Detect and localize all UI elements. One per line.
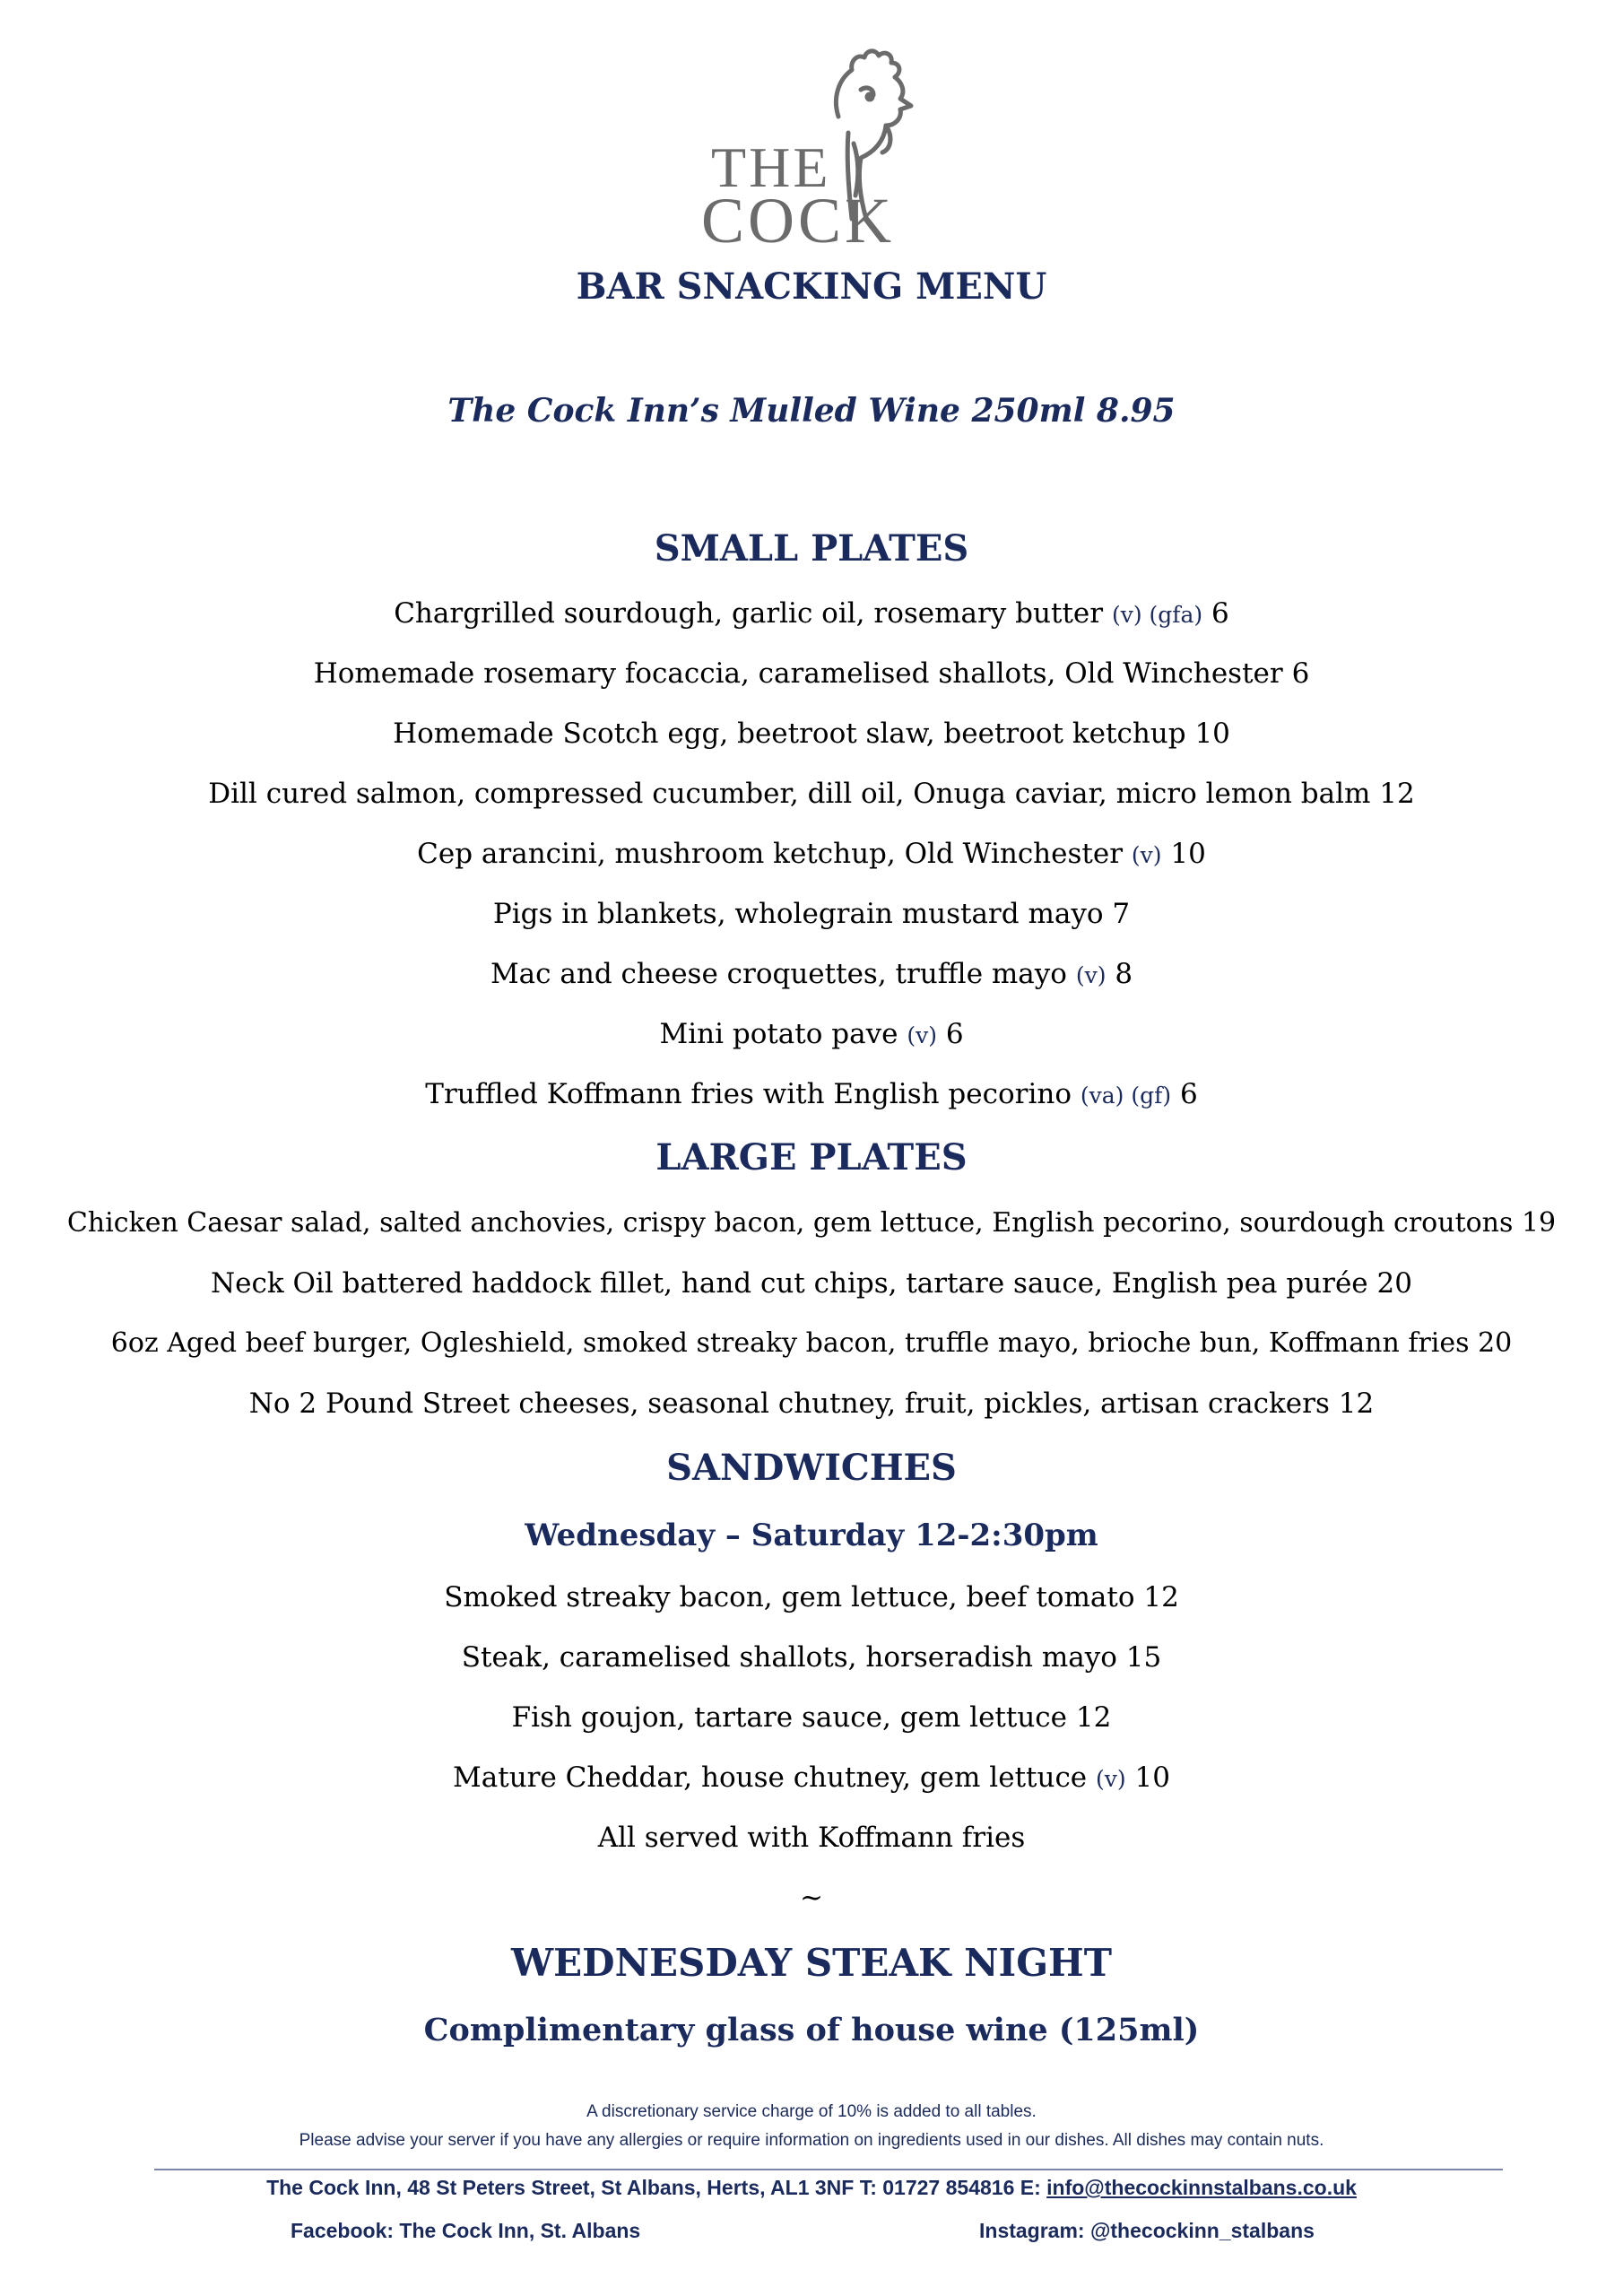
menu-item: 6oz Aged beef burger, Ogleshield, smoked streaky bacon, truffle mayo, brioche bun, Koffmann fries 20 bbox=[110, 1327, 1513, 1359]
menu-item: Cep arancini, mushroom ketchup, Old Winchester (v) 10 bbox=[417, 838, 1206, 870]
small-plates-heading: SMALL PLATES bbox=[654, 527, 969, 570]
price: 7 bbox=[1112, 898, 1131, 930]
dietary-tag: (v) bbox=[1096, 1766, 1126, 1792]
email-link[interactable]: info@thecockinnstalbans.co.uk bbox=[1046, 2176, 1357, 2199]
price: 15 bbox=[1125, 1641, 1162, 1674]
price: 12 bbox=[1338, 1387, 1375, 1420]
menu-item: Dill cured salmon, compressed cucumber, dill oil, Onuga caviar, micro lemon balm 12 bbox=[208, 778, 1415, 810]
contact-line bbox=[0, 2176, 1623, 2200]
price: 6 bbox=[1211, 597, 1229, 630]
footer-divider bbox=[154, 2169, 1503, 2170]
logo-text-cock: COCK bbox=[701, 185, 896, 255]
logo-text-the: THE bbox=[711, 135, 831, 199]
price: 12 bbox=[1379, 778, 1415, 810]
large-plates-heading: LARGE PLATES bbox=[655, 1136, 968, 1178]
menu-item: Mac and cheese croquettes, truffle mayo (v) 8 bbox=[490, 958, 1133, 990]
menu-item: Chicken Caesar salad, salted anchovies, crispy bacon, gem lettuce, English pecorino, sourdough croutons 19 bbox=[66, 1207, 1557, 1239]
menu-item: Mini potato pave (v) 6 bbox=[659, 1018, 964, 1050]
dietary-tag: (v) bbox=[907, 1022, 937, 1048]
address: The Cock Inn, 48 St Peters Street, St Albans, Herts, AL1 3NF T: 01727 854816 E: bbox=[266, 2176, 1041, 2199]
facebook-link[interactable]: Facebook: The Cock Inn, St. Albans bbox=[291, 2219, 641, 2242]
steak-night-offer: Complimentary glass of house wine (125ml) bbox=[423, 2012, 1200, 2048]
menu-item: Mature Cheddar, house chutney, gem lettuce (v) 10 bbox=[453, 1761, 1170, 1794]
price: 12 bbox=[1143, 1581, 1179, 1613]
menu-item: Chargrilled sourdough, garlic oil, rosemary butter (v) (gfa) 6 bbox=[394, 597, 1229, 630]
mulled-wine-feature: The Cock Inn’s Mulled Wine 250ml 8.95 bbox=[447, 392, 1176, 430]
price: 20 bbox=[1478, 1327, 1513, 1359]
price: 6 bbox=[945, 1018, 964, 1050]
price: 12 bbox=[1075, 1701, 1112, 1734]
dietary-tag: (va) (gf) bbox=[1080, 1083, 1172, 1109]
dietary-tag: (v) bbox=[1131, 842, 1162, 868]
price: 6 bbox=[1179, 1078, 1198, 1110]
menu-item: Neck Oil battered haddock fillet, hand cut chips, tartare sauce, English pea purée 20 bbox=[211, 1267, 1412, 1300]
page-title: BAR SNACKING MENU bbox=[576, 265, 1047, 308]
price: 19 bbox=[1521, 1207, 1557, 1239]
the-cock-logo bbox=[681, 43, 950, 255]
menu-item: Homemade Scotch egg, beetroot slaw, beetroot ketchup 10 bbox=[393, 718, 1230, 750]
service-charge-note: A discretionary service charge of 10% is added to all tables. bbox=[586, 2102, 1037, 2121]
steak-night-heading: WEDNESDAY STEAK NIGHT bbox=[510, 1941, 1112, 1985]
dietary-tag: (v) (gfa) bbox=[1111, 602, 1203, 628]
tilde-divider: ~ bbox=[800, 1882, 823, 1914]
menu-item: Homemade rosemary focaccia, caramelised shallots, Old Winchester 6 bbox=[313, 657, 1310, 690]
menu-item: No 2 Pound Street cheeses, seasonal chutney, fruit, pickles, artisan crackers 12 bbox=[248, 1387, 1375, 1420]
price: 6 bbox=[1291, 657, 1310, 690]
sandwiches-note: All served with Koffmann fries bbox=[597, 1822, 1026, 1854]
menu-item: Fish goujon, tartare sauce, gem lettuce 12 bbox=[511, 1701, 1112, 1734]
sandwiches-hours: Wednesday – Saturday 12-2:30pm bbox=[525, 1518, 1098, 1553]
menu-item: Pigs in blankets, wholegrain mustard mayo 7 bbox=[492, 898, 1131, 930]
allergy-note: Please advise your server if you have any allergies or require information on ingredients used in our dishes. All dishes may contain nuts. bbox=[299, 2131, 1324, 2150]
price: 20 bbox=[1376, 1267, 1412, 1300]
sandwiches-heading: SANDWICHES bbox=[666, 1447, 957, 1489]
price: 8 bbox=[1115, 958, 1133, 990]
menu-item: Truffled Koffmann fries with English pecorino (va) (gf) 6 bbox=[425, 1078, 1198, 1110]
price: 10 bbox=[1194, 718, 1230, 750]
menu-item: Smoked streaky bacon, gem lettuce, beef tomato 12 bbox=[444, 1581, 1179, 1613]
price: 10 bbox=[1134, 1761, 1170, 1794]
dietary-tag: (v) bbox=[1075, 962, 1107, 988]
instagram-link[interactable]: Instagram: @thecockinn_stalbans bbox=[979, 2219, 1315, 2242]
price: 10 bbox=[1170, 838, 1206, 870]
menu-item: Steak, caramelised shallots, horseradish mayo 15 bbox=[461, 1641, 1162, 1674]
